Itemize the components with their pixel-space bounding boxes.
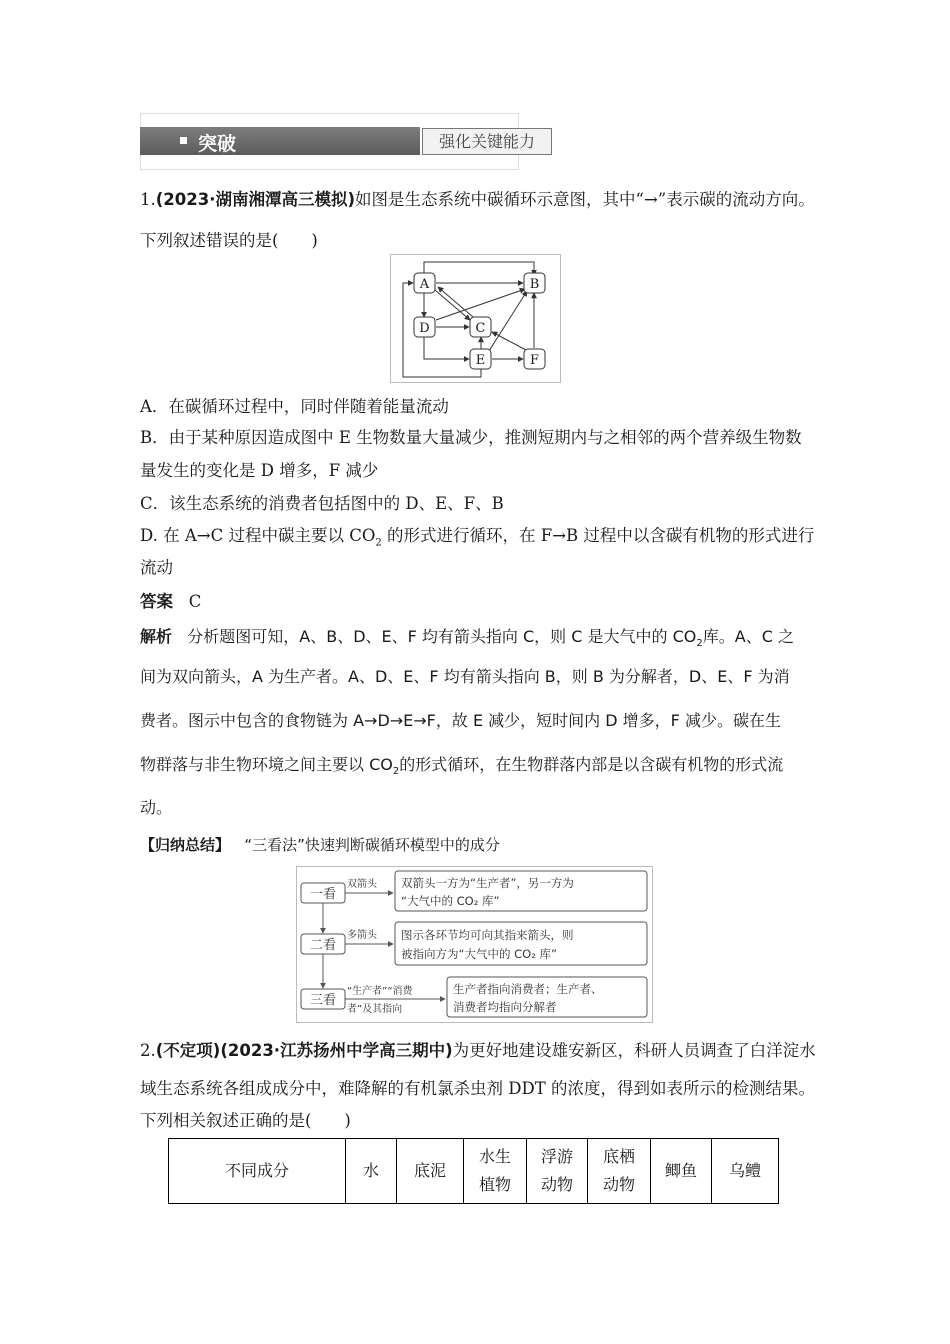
q1-analysis-line2: 间为双向箭头，A 为生产者。A、D、E、F 均有箭头指向 B，则 B 为分解者，D、E、F 为消 bbox=[140, 667, 790, 686]
node-f-label: F bbox=[529, 353, 540, 368]
q1-option-b-line1: B．由于某种原因造成图中 E 生物数量大量减少，推测短期内与之相邻的两个营养级生物数 bbox=[140, 428, 802, 447]
table-header-cell: 底泥 bbox=[397, 1139, 464, 1204]
carbon-cycle-diagram bbox=[390, 254, 561, 383]
q2-type: (不定项) bbox=[155, 1041, 221, 1060]
banner-tag: 突破 bbox=[198, 133, 237, 155]
q1-option-d-line2: 流动 bbox=[140, 558, 173, 577]
step3-result-line2: 消费者均指向分解者 bbox=[453, 1000, 557, 1014]
summary-label: 【归纳总结】 bbox=[140, 836, 231, 854]
step2-result-line2: 被指向方为“大气中的 CO₂ 库” bbox=[401, 947, 557, 961]
section-banner bbox=[140, 113, 535, 169]
q1-analysis-line4: 物群落与非生物环境之间主要以 $CO_2$的形式循环，在生物群落内部是以含碳有机物的形式流 bbox=[140, 755, 784, 778]
q1-option-b-line2: 量发生的变化是 D 增多，F 减少 bbox=[140, 461, 379, 480]
node-e-label: E bbox=[475, 353, 486, 368]
ddt-table bbox=[168, 1138, 779, 1204]
step1-cue: 双箭头 bbox=[347, 879, 377, 890]
step2-label: 二看 bbox=[309, 938, 337, 953]
node-b-label: B bbox=[529, 277, 540, 292]
table-header-cell: 不同成分 bbox=[169, 1139, 346, 1204]
q1-stem-line2: 下列叙述错误的是( ) bbox=[140, 231, 318, 250]
table-header-cell: 鲫鱼 bbox=[651, 1139, 712, 1204]
step1-result-line2: “大气中的 CO₂ 库” bbox=[401, 894, 500, 908]
table-header-cell: 水生 植物 bbox=[464, 1139, 527, 1204]
q2-stem-line3: 下列相关叙述正确的是( ) bbox=[140, 1111, 351, 1130]
answer-label: 答案 bbox=[140, 592, 173, 611]
q1-option-c: C．该生态系统的消费者包括图中的 D、E、F、B bbox=[140, 494, 504, 513]
step3-cue-line1: “生产者”“消费 bbox=[347, 986, 413, 997]
table-header-cell: 水 bbox=[346, 1139, 397, 1204]
node-c-label: C bbox=[475, 321, 486, 336]
q2-stem-line1: 2.(不定项)(2023·江苏扬州中学高三期中)为更好地建设雄安新区，科研人员调查了白洋淀水 bbox=[140, 1041, 816, 1060]
step2-result-line1: 图示各环节均可向其指来箭头，则 bbox=[401, 928, 574, 942]
q1-stem-line1: 1.(2023·湖南湘潭高三模拟)如图是生态系统中碳循环示意图，其中“→”表示碳的流动方向。 bbox=[140, 190, 815, 209]
q1-answer bbox=[140, 588, 201, 612]
step1-label: 一看 bbox=[309, 887, 337, 902]
q1-source: (2023·湖南湘潭高三模拟) bbox=[155, 190, 356, 209]
q1-analysis-line1: 解析 分析题图可知，A、B、D、E、F 均有箭头指向 C，则 C 是大气中的 $CO_2$库。A、C 之 bbox=[140, 627, 794, 650]
q1-option-d-line1: D. 在 A→C 过程中碳主要以 $CO_2$ 的形式进行循环，在 F→B 过程中以含碳有机物的形式进行 bbox=[140, 526, 815, 549]
q2-stem-line2: 域生态系统各组成成分中，难降解的有机氯杀虫剂 DDT 的浓度，得到如表所示的检测结果。 bbox=[140, 1079, 815, 1098]
step3-result-line1: 生产者指向消费者；生产者、 bbox=[453, 982, 603, 996]
summary-title: “三看法”快速判断碳循环模型中的成分 bbox=[244, 836, 500, 854]
three-look-method-diagram bbox=[296, 866, 653, 1023]
table-header-cell: 浮游 动物 bbox=[527, 1139, 588, 1204]
step3-cue-line2: 者”及其指向 bbox=[347, 1004, 403, 1015]
q1-analysis-line5: 动。 bbox=[140, 798, 173, 817]
step3-label: 三看 bbox=[309, 993, 337, 1008]
summary-heading bbox=[140, 834, 500, 855]
banner-subtitle: 强化关键能力 bbox=[422, 128, 552, 155]
step2-cue: 多箭头 bbox=[347, 930, 377, 941]
answer-value: C bbox=[188, 592, 202, 611]
node-a-label: A bbox=[419, 277, 430, 292]
q1-analysis-line3: 费者。图示中包含的食物链为 A→D→E→F，故 E 减少，短时间内 D 增多，F 减少。碳在生 bbox=[140, 711, 781, 730]
table-header-cell: 乌鳢 bbox=[712, 1139, 779, 1204]
table-header-row bbox=[169, 1139, 779, 1204]
table-header-cell: 底栖 动物 bbox=[588, 1139, 651, 1204]
q1-option-a: A．在碳循环过程中，同时伴随着能量流动 bbox=[140, 397, 449, 416]
node-d-label: D bbox=[419, 321, 430, 336]
bullet-square-icon bbox=[180, 137, 187, 144]
q2-source: (2023·江苏扬州中学高三期中) bbox=[220, 1041, 453, 1060]
analysis-label: 解析 bbox=[140, 627, 173, 646]
step1-result-line1: 双箭头一方为“生产者”，另一方为 bbox=[401, 876, 574, 890]
